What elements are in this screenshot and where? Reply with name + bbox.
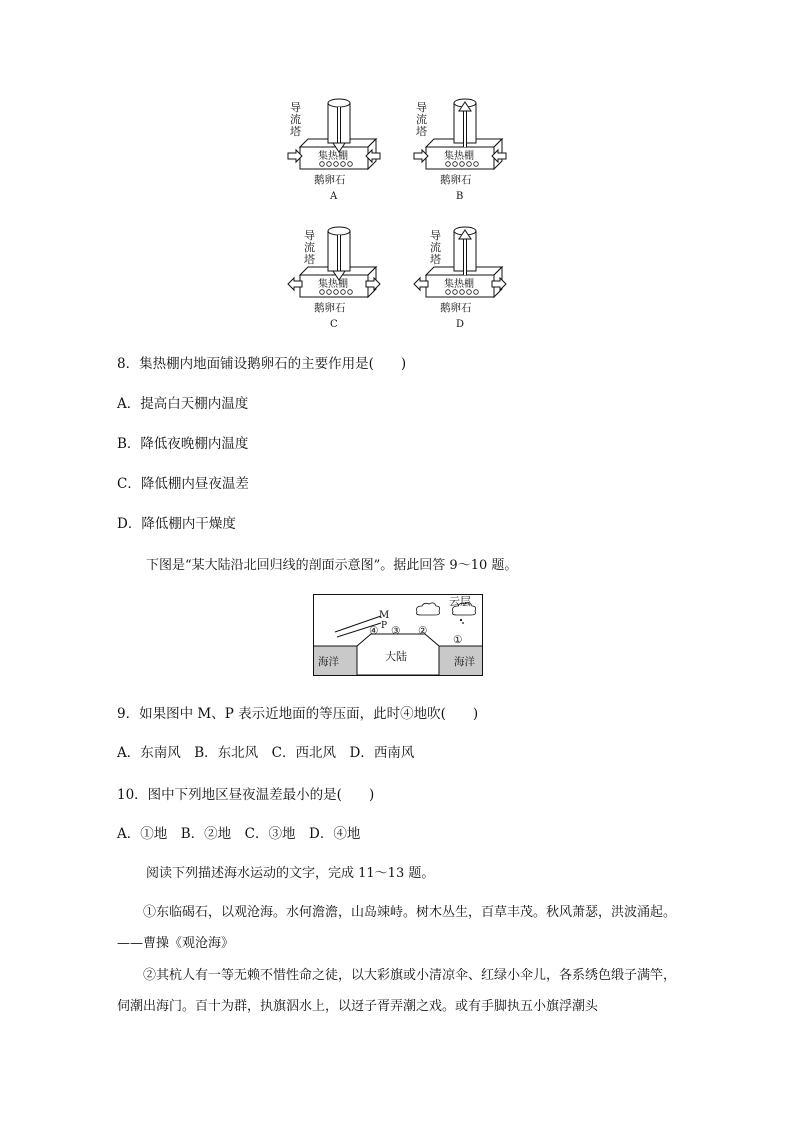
svg-text:B: B (456, 191, 464, 202)
point-1: ① (453, 634, 463, 646)
land-label: 大陆 (385, 650, 407, 663)
q8-option-c: C．降低棚内昼夜温差 (117, 476, 249, 492)
svg-text:C: C (330, 319, 338, 330)
svg-text:D: D (456, 319, 465, 330)
svg-text:流: 流 (304, 241, 315, 254)
svg-text:塔: 塔 (430, 253, 441, 266)
shed-label: 集热棚 (318, 151, 348, 162)
svg-text:鹅卵石: 鹅卵石 (440, 302, 472, 314)
svg-text:集热棚: 集热棚 (444, 151, 474, 162)
stone-label: 鹅卵石 (314, 174, 346, 186)
solar-chimney-figure (280, 95, 520, 335)
q9-options: A．东南风 B．东北风 C．西北风 D．西南风 (117, 745, 415, 761)
intro-9-10: 下图是“某大陆沿北回归线的剖面示意图”。据此回答 9～10 题。 (146, 558, 518, 573)
q8-option-b: B．降低夜晚棚内温度 (117, 436, 249, 452)
q8-option-d: D．降低棚内干燥度 (117, 516, 236, 532)
svg-text:流: 流 (430, 241, 441, 254)
ocean-right-label: 海洋 (454, 656, 475, 668)
isobar-p-label: P (381, 621, 388, 631)
svg-text:鹅卵石: 鹅卵石 (440, 174, 472, 186)
tower-label: 导 (290, 101, 301, 114)
panel-label: A (330, 191, 338, 202)
panel-c (288, 227, 380, 330)
svg-text:集热棚: 集热棚 (318, 279, 348, 290)
question-9-stem: 9．如果图中 M、P 表示近地面的等压面，此时④地吹( ) (117, 706, 479, 722)
point-4: ④ (369, 625, 379, 637)
q8-option-a: A．提高白天棚内温度 (117, 396, 249, 412)
panel-b (414, 99, 506, 202)
svg-text:导: 导 (430, 229, 441, 242)
panel-d (414, 227, 506, 330)
q10-options: A．①地 B．②地 C．③地 D．④地 (117, 826, 361, 842)
svg-text:塔: 塔 (416, 125, 427, 138)
intro-11-13: 阅读下列描述海水运动的文字，完成 11～13 题。 (146, 866, 435, 881)
svg-text:导: 导 (416, 101, 427, 114)
continent-profile-figure (313, 594, 483, 676)
question-8-stem: 8．集热棚内地面铺设鹅卵石的主要作用是( ) (117, 356, 407, 372)
point-2: ② (418, 625, 428, 637)
cloud-label: 云层 (449, 595, 471, 608)
passage-2: ②其杭人有一等无赖不惜性命之徒，以大彩旗或小清凉伞、红绿小伞儿，各系绣色缎子满竿，伺潮出海门。百十为群，执旗泅水上，以迓子胥弄潮之戏。或有手脚执五小旗浮潮头 (117, 968, 677, 1014)
ocean-left-label: 海洋 (318, 656, 339, 668)
svg-text:流: 流 (290, 113, 301, 126)
point-3: ③ (391, 625, 401, 637)
question-10-stem: 10．图中下列地区昼夜温差最小的是( ) (117, 787, 375, 803)
passage-1: ①东临碣石，以观沧海。水何澹澹，山岛竦峙。树木丛生，百草丰茂。秋风萧瑟，洪波涌起。——曹操《观沧海》 (117, 905, 677, 951)
svg-text:集热棚: 集热棚 (444, 279, 474, 290)
svg-text:塔: 塔 (290, 125, 301, 138)
svg-text:塔: 塔 (304, 253, 315, 266)
svg-text:流: 流 (416, 113, 427, 126)
isobar-m-label: M (379, 610, 390, 621)
svg-text:导: 导 (304, 229, 315, 242)
svg-text:鹅卵石: 鹅卵石 (314, 302, 346, 314)
panel-a (288, 99, 380, 202)
